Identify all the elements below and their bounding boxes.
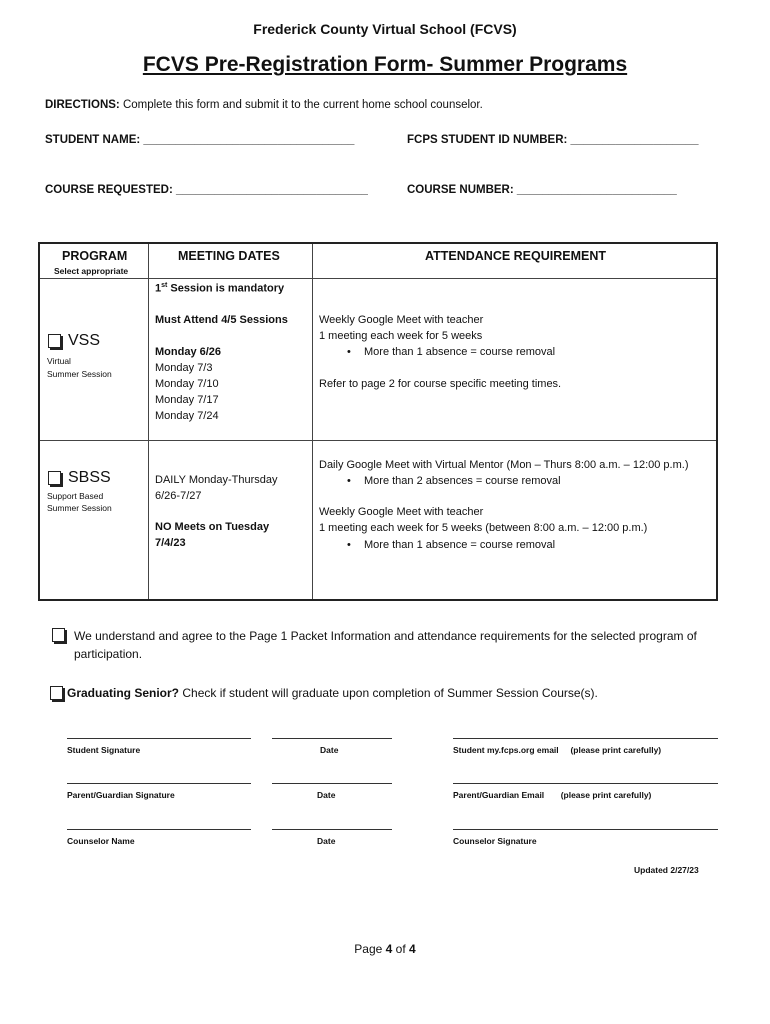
counselor-date-line[interactable] [272, 829, 392, 830]
parent-signature-line[interactable] [67, 783, 251, 784]
vss-option[interactable] [48, 332, 100, 350]
sbss-no-meet-2: 7/4/23 [155, 537, 186, 549]
counselor-date-label: Date [317, 836, 336, 846]
vss-req-1: Weekly Google Meet with teacher [319, 314, 484, 326]
sbss-label: SBSS [68, 469, 111, 486]
header-program: PROGRAM [62, 249, 128, 263]
parent-email-line[interactable] [453, 783, 718, 784]
directions-text: Complete this form and submit it to the current home school counselor. [122, 99, 483, 111]
page-prefix: Page [354, 942, 386, 956]
parent-signature-label: Parent/Guardian Signature [67, 790, 175, 800]
student-name-field[interactable]: STUDENT NAME: _________________________________ [45, 134, 355, 146]
student-date-line[interactable] [272, 738, 392, 739]
graduating-label: Graduating Senior? [67, 686, 180, 700]
sbss-desc-2: Summer Session [47, 503, 112, 513]
sbss-dates-1: DAILY Monday-Thursday [155, 474, 278, 486]
graduating-senior [50, 686, 598, 700]
student-signature-label: Student Signature [67, 745, 141, 755]
vss-must-attend: Must Attend 4/5 Sessions [155, 314, 288, 326]
course-requested-field[interactable]: COURSE REQUESTED: ______________________________ [45, 184, 368, 196]
school-name: Frederick County Virtual School (FCVS) [253, 21, 517, 37]
sbss-desc-1: Support Based [47, 491, 104, 501]
sbss-req-bullet-1: • More than 2 absences = course removal [364, 475, 561, 487]
parent-email-label: Parent/Guardian Email (please print carefully) [453, 790, 652, 800]
student-id-field[interactable]: FCPS STUDENT ID NUMBER: ____________________ [407, 134, 699, 146]
sbss-req-1: Daily Google Meet with Virtual Mentor (Mon – Thurs 8:00 a.m. – 12:00 p.m.) [319, 459, 689, 471]
vss-date: Monday 7/10 [155, 378, 219, 390]
agreement [52, 627, 732, 663]
vss-date: Monday 7/17 [155, 394, 219, 406]
parent-date-line[interactable] [272, 783, 392, 784]
vss-date: Monday 6/26 [155, 346, 222, 358]
student-email-line[interactable] [453, 738, 718, 739]
counselor-signature-label: Counselor Signature [453, 836, 537, 846]
sbss-dates-2: 6/26-7/27 [155, 490, 202, 502]
vss-desc-2: Summer Session [47, 369, 112, 379]
vss-date: Monday 7/24 [155, 410, 219, 422]
vss-first-session [155, 282, 284, 295]
sbss-req-bullet-2: • More than 1 absence = course removal [364, 539, 555, 551]
vss-req-2: 1 meeting each week for 5 weeks [319, 330, 483, 342]
directions [45, 99, 483, 111]
sbss-option[interactable] [48, 469, 111, 487]
directions-label: DIRECTIONS: [45, 99, 120, 111]
counselor-signature-line[interactable] [453, 829, 718, 830]
vss-date: Monday 7/3 [155, 362, 213, 374]
student-email-label: Student my.fcps.org email (please print carefully) [453, 745, 662, 755]
header-program-sub: Select appropriate [54, 266, 129, 276]
table-divider [312, 244, 313, 599]
parent-date-label: Date [317, 790, 336, 800]
graduating-text: Check if student will graduate upon completion of Summer Session Course(s). [179, 686, 598, 700]
updated-date: Updated 2/27/23 [634, 865, 699, 875]
sbss-req-3: 1 meeting each week for 5 weeks (between 8:00 a.m. – 12:00 p.m.) [319, 522, 648, 534]
vss-label: VSS [68, 332, 101, 349]
header-attendance: ATTENDANCE REQUIREMENT [425, 249, 607, 263]
first-session-rest: Session is mandatory [167, 282, 285, 295]
table-divider [40, 440, 716, 441]
student-signature-line[interactable] [67, 738, 251, 739]
sbss-req-2: Weekly Google Meet with teacher [319, 506, 484, 518]
agreement-text: We understand and agree to the Page 1 Packet Information and attendance requirements for the selected program of participation. [74, 629, 697, 661]
student-date-label: Date [320, 745, 339, 755]
header-meeting-dates: MEETING DATES [178, 249, 280, 263]
sbss-checkbox[interactable] [48, 471, 61, 485]
page-number [0, 942, 770, 956]
page-current: 4 [385, 942, 393, 956]
table-divider [148, 244, 149, 599]
graduating-checkbox[interactable] [50, 686, 63, 700]
page-total: 4 [409, 942, 416, 956]
sbss-no-meet-1: NO Meets on Tuesday [155, 521, 270, 533]
vss-req-refer: Refer to page 2 for course specific meeting times. [319, 378, 562, 390]
counselor-name-line[interactable] [67, 829, 251, 830]
table-divider [40, 278, 716, 279]
vss-checkbox[interactable] [48, 334, 61, 348]
form-title: FCVS Pre-Registration Form- Summer Programs [142, 53, 628, 76]
counselor-name-label: Counselor Name [67, 836, 135, 846]
vss-req-bullet: • More than 1 absence = course removal [364, 346, 555, 358]
course-number-field[interactable]: COURSE NUMBER: _________________________ [407, 184, 677, 196]
page-mid: of [392, 942, 410, 956]
first-session-sup: st [161, 282, 168, 289]
agreement-checkbox[interactable] [52, 628, 65, 642]
program-table [38, 242, 718, 601]
first-session-num: 1 [155, 282, 162, 295]
vss-desc-1: Virtual [47, 356, 71, 366]
